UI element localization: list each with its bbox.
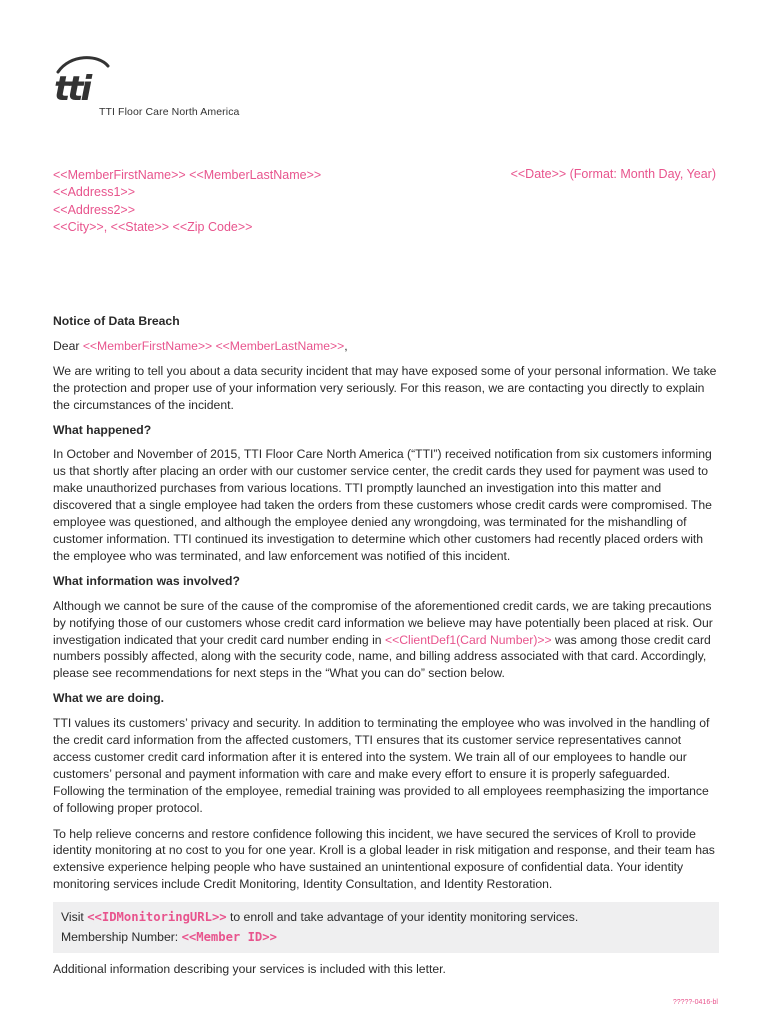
section-paragraph — [53, 826, 719, 894]
merge-field: <<Member ID>> — [181, 930, 277, 945]
recipient-address — [53, 167, 321, 237]
section-paragraph — [53, 715, 719, 816]
section-heading: What information was involved? — [53, 573, 240, 588]
letter-body — [53, 313, 719, 978]
section-heading: What we are doing. — [53, 691, 165, 706]
monitoring-callout — [53, 902, 719, 953]
text-run: was among those credit card numbers possibly affected, along with the security code, name, and billing address associated with that card. Accordingly, please see recommendations for next steps in the “What you can do” section below. — [53, 632, 711, 681]
salutation — [53, 338, 719, 355]
footer-code: ?????-0416-bl — [672, 999, 718, 1006]
callout-member-line — [61, 927, 711, 947]
text-run: Although we cannot be sure of the cause of the compromise of the aforementioned credit cards, we are taking precautions by notifying those of our customers whose credit card information we believe may have potentially been placed at risk. Our investigation indicated that your credit card number ending in — [53, 598, 713, 647]
merge-field: <<Address1>> — [53, 185, 136, 200]
company-name: TTI Floor Care North America — [99, 106, 240, 118]
callout-url-line — [61, 907, 711, 927]
address-line — [53, 184, 321, 201]
section-paragraph — [53, 598, 719, 683]
section-heading: What happened? — [53, 422, 152, 437]
address-line — [53, 202, 321, 219]
text-run: TTI values its customers’ privacy and security. In addition to terminating the employee who was involved in the handling of the credit card information from the affected customers, TTI ensures that its customer service representatives cannot access customer credit card information after it is entered into the system. We train all of our employees to handle our customers’ personal and payment information with care and make every effort to ensure it is properly safeguarded. Following the termination of the employee, remedial training was provided to all employees reemphasizing the importance of following proper protocol. — [53, 716, 710, 815]
letter-title: Notice of Data Breach — [53, 314, 180, 328]
text-run: Visit — [61, 910, 88, 925]
merge-field: <<ClientDef1(Card Number)>> — [384, 632, 552, 647]
merge-field: <<IDMonitoringURL>> — [87, 910, 227, 925]
intro-paragraph: We are writing to tell you about a data security incident that may have exposed some of your personal information. We take the protection and proper use of your information very seriously. For this reason, we are contacting you directly to explain the circumstances of the incident. — [53, 363, 717, 412]
text-run: Membership Number: — [61, 930, 182, 945]
text-run: To help relieve concerns and restore confidence following this incident, we have secured the services of Kroll to provide identity monitoring at no cost to you for one year. Kroll is a global leader in risk mitigation and response, and their team has extensive experience helping people who have sustained an unintentional exposure of confidential data. Your identity monitoring services include Credit Monitoring, Identity Consultation, and Identity Restoration. — [53, 826, 715, 892]
address-line — [53, 167, 321, 184]
tti-logo — [52, 56, 112, 108]
text-run: to enroll and take advantage of your identity monitoring services. — [226, 910, 579, 925]
text-run: , — [344, 338, 348, 353]
text-run: Dear — [53, 338, 83, 353]
letter-date: <<Date>> (Format: Month Day, Year) — [510, 167, 716, 181]
closing-paragraph: Additional information describing your services is included with this letter. — [53, 962, 446, 977]
logo-text: tti — [54, 69, 90, 108]
merge-field: <<Address2>> — [53, 202, 136, 217]
merge-field: <<City>>, <<State>> <<Zip Code>> — [53, 220, 253, 235]
merge-field: <<MemberFirstName>> <<MemberLastName>> — [53, 168, 322, 182]
merge-field: <<MemberFirstName>> <<MemberLastName>> — [82, 338, 345, 353]
text-run: In October and November of 2015, TTI Floor Care North America (“TTI”) received notification from six customers informing us that shortly after placing an order with our customer service center, the credit cards they used for payment was used to make unauthorized purchases from various locations. TTI promptly launched an investigation into this matter and discovered that a single employee had taken the orders from these customers whose credit cards were compromised. The employee was questioned, and although the employee denied any wrongdoing, was terminated for the mishandling of customer information. TTI continued its investigation to determine which other customers had recently placed orders with the employee who was terminated, and law enforcement was notified of this incident. — [53, 447, 712, 563]
section-paragraph — [53, 446, 719, 564]
address-line — [53, 219, 321, 236]
